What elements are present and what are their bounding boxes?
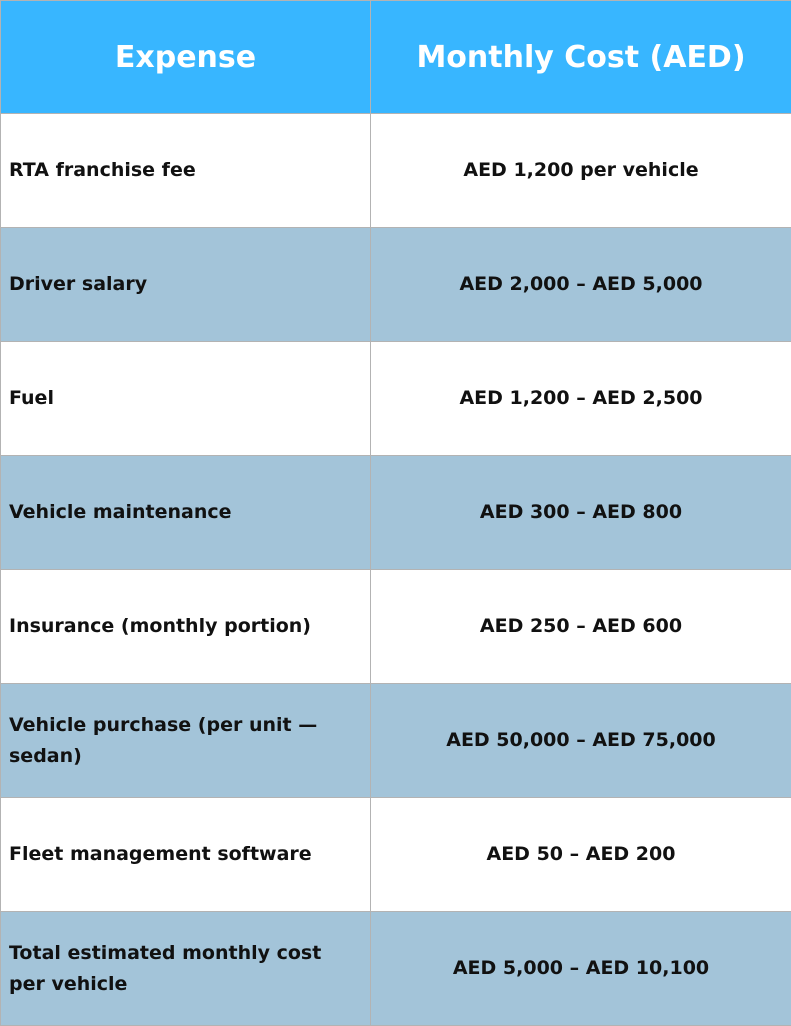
table-row: [1, 570, 791, 684]
expense-cell: Fuel: [1, 342, 371, 456]
cost-cell: AED 300 – AED 800: [371, 456, 791, 570]
table-row: [1, 228, 791, 342]
expense-cell: RTA franchise fee: [1, 114, 371, 228]
expense-cell: Fleet management software: [1, 798, 371, 912]
cost-cell: AED 5,000 – AED 10,100: [371, 912, 791, 1026]
expense-cell: Total estimated monthly cost per vehicle: [1, 912, 371, 1026]
header-expense: Expense: [1, 1, 371, 114]
table-row: [1, 456, 791, 570]
table-row: [1, 342, 791, 456]
table-row: [1, 798, 791, 912]
cost-cell: AED 50 – AED 200: [371, 798, 791, 912]
cost-cell: AED 1,200 per vehicle: [371, 114, 791, 228]
cost-cell: AED 250 – AED 600: [371, 570, 791, 684]
table-row: [1, 684, 791, 798]
table-row: [1, 114, 791, 228]
cost-cell: AED 50,000 – AED 75,000: [371, 684, 791, 798]
expense-cell: Driver salary: [1, 228, 371, 342]
expense-cell: Vehicle maintenance: [1, 456, 371, 570]
cost-cell: AED 2,000 – AED 5,000: [371, 228, 791, 342]
cost-cell: AED 1,200 – AED 2,500: [371, 342, 791, 456]
table-row: [1, 912, 791, 1026]
header-row: [1, 1, 791, 114]
expense-cell: Vehicle purchase (per unit — sedan): [1, 684, 371, 798]
expense-cell: Insurance (monthly portion): [1, 570, 371, 684]
header-monthly-cost: Monthly Cost (AED): [371, 1, 791, 114]
